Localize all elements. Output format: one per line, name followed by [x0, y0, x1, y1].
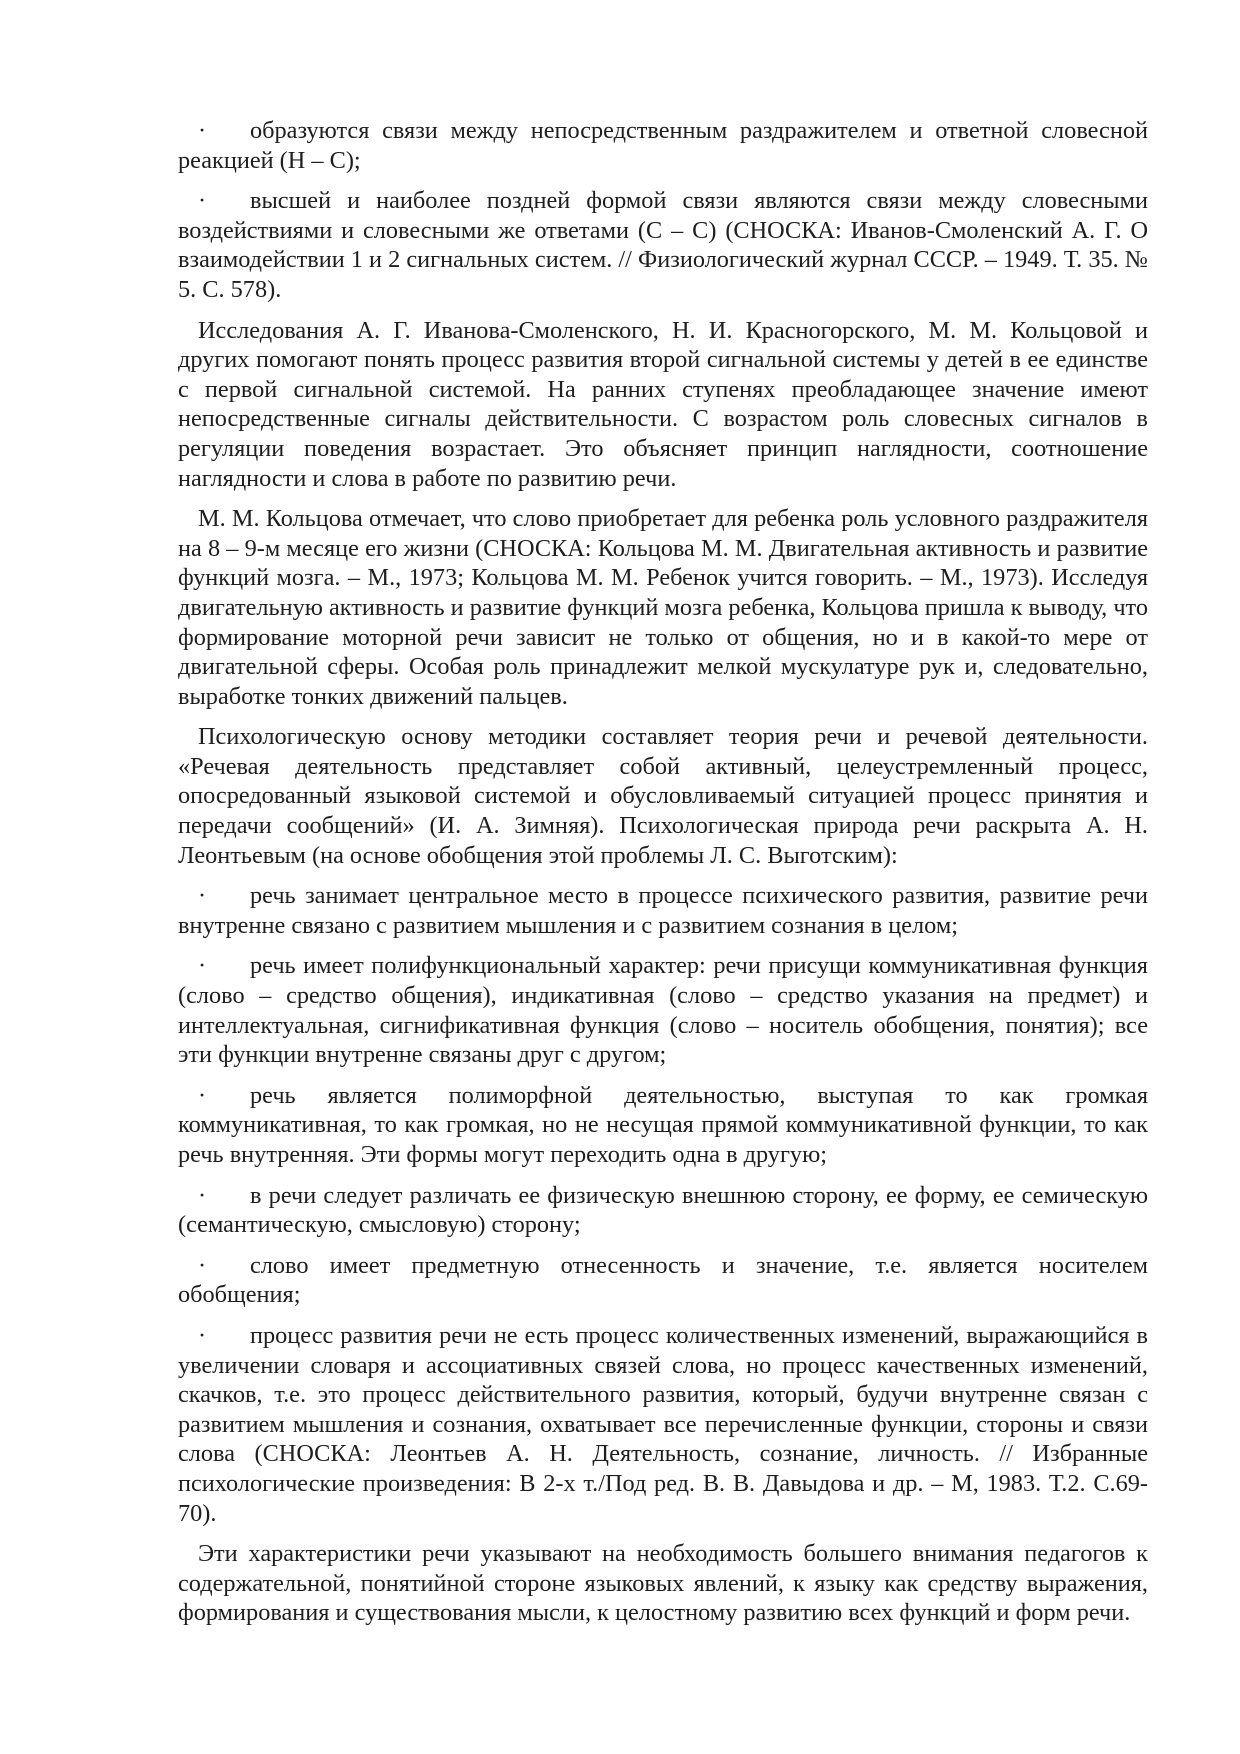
- bullet-text: речь является полиморфной деятельностью, выступая то как громкая коммуникативная, то как громкая, но не несущая прямой коммуникативной функции, то как речь внутренняя. Эти формы могут переходить одна в другую;: [178, 1081, 1148, 1168]
- bullet-marker: ·: [198, 1321, 207, 1349]
- document-page: [178, 116, 1148, 1639]
- bullet-text: образуются связи между непосредственным раздражителем и ответной словесной реакцией (Н – С);: [178, 117, 1148, 174]
- bullet-marker: ·: [198, 187, 207, 215]
- bullet-item: [178, 1251, 1148, 1310]
- bullet-text: процесс развития речи не есть процесс количественных изменений, выражающийся в увеличении словаря и ассоциативных связей слова, но процесс качественных изменений, скачков, т.е. это процесс действительного развития, который, будучи внутренне связан с развитием мышления и сознания, охватывает все перечисленные функции, стороны и связи слова (СНОСКА: Леонтьев А. Н. Деятельность, сознание, личность. // Избранные психологические произведения: В 2-х т./Под ред. В. В. Давыдова и др. – М, 1983. Т.2. С.69-70).: [178, 1321, 1148, 1527]
- bullet-item: [178, 186, 1148, 304]
- bullet-text: в речи следует различать ее физическую внешнюю сторону, ее форму, ее семическую (семантическую, смысловую) сторону;: [178, 1181, 1148, 1239]
- paragraph: М. М. Кольцова отмечает, что слово приобретает для ребенка роль условного раздражителя на 8 – 9-м месяце его жизни (СНОСКА: Кольцова М. М. Двигательная активность и развитие функций мозга. – М., 1973; Кольцова М. М. Ребенок учится говорить. – М., 1973). Исследуя двигательную активность и развитие функций мозга ребенка, Кольцова пришла к выводу, что формирование моторной речи зависит не только от общения, но и в какой-то мере от двигательной сферы. Особая роль принадлежит мелкой мускулатуре рук и, следовательно, выработке тонких движений пальцев.: [178, 505, 1148, 710]
- bullet-item: [178, 881, 1148, 940]
- paragraph: Исследования А. Г. Иванова-Смоленского, Н. И. Красногорского, М. М. Кольцовой и других помогают понять процесс развития второй сигнальной системы у детей в ее единстве с первой сигнальной системой. На ранних ступенях преобладающее значение имеют непосредственные сигналы действительности. С возрастом роль словесных сигналов в регуляции поведения возрастает. Это объясняет принцип наглядности, соотношение наглядности и слова в работе по развитию речи.: [178, 316, 1148, 492]
- bullet-marker: ·: [198, 117, 207, 144]
- bullet-marker: ·: [198, 882, 207, 910]
- bullet-text: слово имеет предметную отнесенность и значение, т.е. является носителем обобщения;: [178, 1251, 1148, 1309]
- bullet-marker: ·: [198, 1181, 207, 1209]
- bullet-marker: ·: [198, 952, 207, 980]
- bullet-item: [178, 1321, 1148, 1528]
- bullet-text: высшей и наиболее поздней формой связи являются связи между словесными воздействиями и словесными же ответами (С – С) (СНОСКА: Иванов-Смоленский А. Г. О взаимодействии 1 и 2 сигнальных систем. // Физиологический журнал СССР. – 1949. Т. 35. № 5. С. 578).: [178, 187, 1148, 303]
- bullet-item: [178, 951, 1148, 1069]
- paragraph: Эти характеристики речи указывают на необходимость большего внимания педагогов к содержательной, понятийной стороне языковых явлений, к языку как средству выражения, формирования и существования мысли, к целостному развитию всех функций и форм речи.: [178, 1540, 1148, 1627]
- bullet-item: [178, 1181, 1148, 1240]
- bullet-marker: ·: [198, 1251, 207, 1279]
- bullet-marker: ·: [198, 1081, 207, 1109]
- paragraph: Психологическую основу методики составляет теория речи и речевой деятельности. «Речевая деятельность представляет собой активный, целеустремленный процесс, опосредованный языковой системой и обусловливаемый ситуацией процесс принятия и передачи сообщений» (И. А. Зимняя). Психологическая природа речи раскрыта А. Н. Леонтьевым (на основе обобщения этой проблемы Л. С. Выготским):: [178, 723, 1148, 869]
- bullet-item: [178, 1081, 1148, 1170]
- bullet-text: речь имеет полифункциональный характер: речи присущи коммуникативная функция (слово – средство общения), индикативная (слово – средство указания на предмет) и интеллектуальная, сигнификативная функция (слово – носитель обобщения, понятия); все эти функции внутренне связаны друг с другом;: [178, 952, 1148, 1069]
- bullet-item: [178, 116, 1148, 175]
- bullet-text: речь занимает центральное место в процессе психического развития, развитие речи внутренне связано с развитием мышления и с развитием сознания в целом;: [178, 882, 1148, 939]
